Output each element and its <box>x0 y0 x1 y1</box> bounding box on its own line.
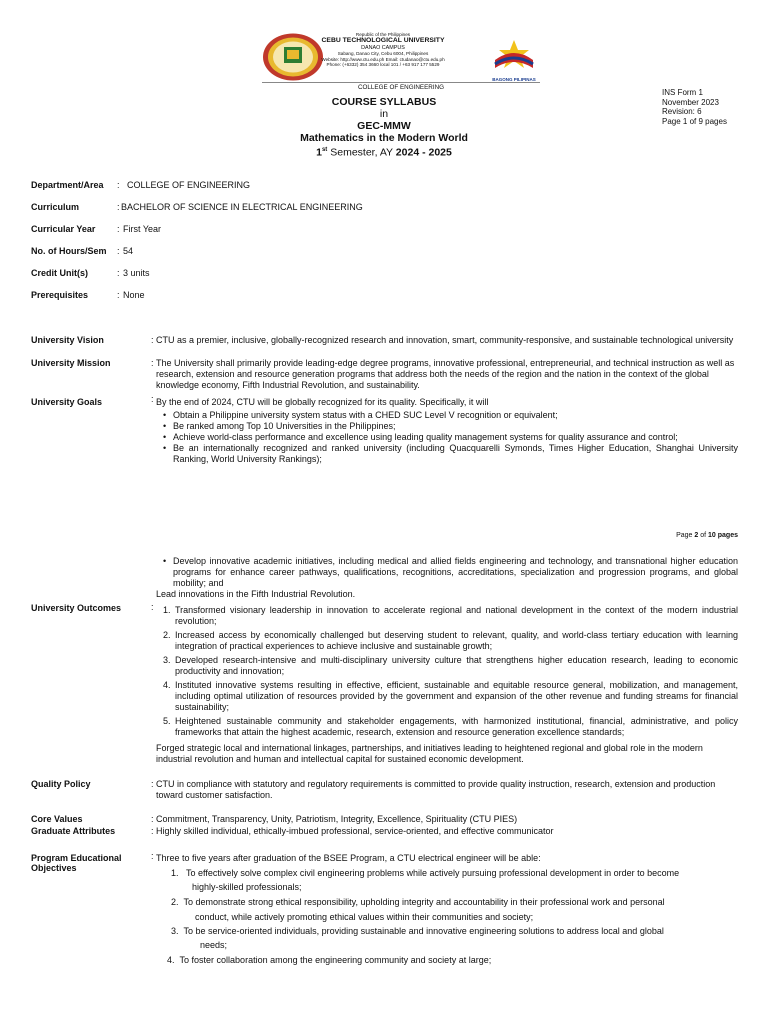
syllabus-title <box>260 96 508 159</box>
detail-sep: : <box>117 180 120 190</box>
outcomes-tail: Forged strategic local and international linkages, partnerships, and initiatives leading to heightened regional and global role in the modern industrial revolution and human and intellectual capital for sustained economic development. <box>156 743 703 764</box>
goal-item: • Be ranked among Top 10 Universities in the Philippines; <box>161 421 738 432</box>
peo-item: 3. To be service-oriented individuals, providing sustainable and innovative engineering solutions to address local and global <box>171 926 664 936</box>
goals-list <box>161 410 738 465</box>
peo-item: 2. To demonstrate strong ethical responsibility, upholding integrity and accountability in their professional work and personal <box>171 897 665 907</box>
graduate-attributes-label: Graduate Attributes <box>31 826 116 836</box>
detail-sep: : <box>117 268 120 278</box>
page-prefix: Page <box>676 532 695 539</box>
peo-intro: Three to five years after graduation of the BSEE Program, a CTU electrical engineer will be able: <box>156 853 541 863</box>
goal-item: • Obtain a Philippine university system status with a CHED SUC Level V recognition or equivalent; <box>161 410 738 421</box>
semester-line <box>260 144 508 159</box>
course-code: GEC-MMW <box>357 120 411 132</box>
outcomes-list <box>163 605 738 738</box>
detail-value: 54 <box>123 246 134 256</box>
goals-list-continued <box>161 556 738 589</box>
detail-value: COLLEGE OF ENGINEERING <box>127 180 251 190</box>
peo-item: 4. To foster collaboration among the engineering community and society at large; <box>167 955 492 965</box>
form-date: November 2023 <box>662 97 719 107</box>
page-number <box>676 532 738 539</box>
quality-label: Quality Policy <box>31 779 91 789</box>
form-code: INS Form 1 <box>662 88 703 97</box>
outcomes-label: University Outcomes <box>31 603 122 613</box>
graduate-attributes-text: Highly skilled individual, ethically-imbued professional, service-oriented, and effective communicator <box>156 826 554 836</box>
outcome-item: 3. Developed research-intensive and multi-disciplinary university culture that strengthens higher education research, leading to economic productivity and innovation; <box>163 655 738 676</box>
vision-label: University Vision <box>31 335 104 345</box>
goal-item: • Achieve world-class performance and excellence using leading quality management systems for quality assurance and control; <box>161 432 738 443</box>
university-header <box>300 32 466 67</box>
outcome-item: 1. Transformed visionary leadership in innovation to accelerate regional and national development in the context of the modern industrial revolution; <box>163 605 738 626</box>
peo-item-cont: conduct, while actively promoting ethical values within their communities and society; <box>195 912 534 922</box>
detail-label: Prerequisites <box>31 290 89 300</box>
detail-value: 3 units <box>123 268 150 278</box>
core-values-text: Commitment, Transparency, Unity, Patriotism, Integrity, Excellence, Spirituality (CTU PIES) <box>156 814 518 824</box>
mission-label: University Mission <box>31 358 111 368</box>
detail-sep: : <box>117 246 120 256</box>
form-revision: Revision: 6 <box>662 107 702 116</box>
bagong-pilipinas-logo <box>491 38 537 82</box>
detail-label: Curricular Year <box>31 224 96 234</box>
detail-sep: : <box>117 224 120 234</box>
outcome-item: 5. Heightened sustainable community and stakeholder engagements, with harmonized institutional, financial, administrative, and policy frameworks that attain the highest academic, research, extension and resource generation excellence standards; <box>163 716 738 737</box>
website-text: Website: http://www.ctu.edu.ph Email: ctudanao@ctu.edu.ph <box>321 56 445 62</box>
outcome-item: 4. Instituted innovative systems resulting in effective, efficient, sustainable and equitable resource general, mobilization, and management, including optimal utilization of resources provided by the government and expansion of the other revenue and funding streams for financial sustainability; <box>163 680 738 712</box>
core-values-label: Core Values <box>31 814 83 824</box>
address-text: Sabang, Danao City, Cebu 6004, Philippines <box>337 51 429 57</box>
course-title: Mathematics in the Modern World <box>300 132 468 144</box>
mission-text: The University shall primarily provide leading-edge degree programs, innovative professional, entrepreneurial, and technical instruction as well as research, extension and resource generation programs that address both the needs of the region and the nation in the context of the global knowledge economy, Fifth Industrial Revolution, and sustainability. <box>156 358 735 390</box>
peo-item-cont: highly-skilled professionals; <box>192 882 302 892</box>
goal-item: • Be an internationally recognized and ranked university (including Quacquarelli Symonds, Times Higher Education, Shanghai University Ranking, World University Rankings); <box>161 443 738 465</box>
phone-text: Phone: (+6332) 354 3660 local 101 / +63 917 177 5529 <box>326 62 440 68</box>
page-current: 2 <box>694 532 699 539</box>
detail-sep: : <box>117 202 120 212</box>
peo-item-cont: needs; <box>200 940 228 950</box>
detail-label: No. of Hours/Sem <box>31 246 107 256</box>
republic-text: Republic of the Philippines <box>355 32 411 37</box>
title-line-2: in <box>379 108 389 120</box>
title-line-1: COURSE SYLLABUS <box>331 96 437 108</box>
sem-num: 1 <box>316 146 322 159</box>
goals-label: University Goals <box>31 397 103 407</box>
sem-text: Semester, AY <box>327 146 396 159</box>
goals-tail: Lead innovations in the Fifth Industrial Revolution. <box>156 589 356 599</box>
detail-sep: : <box>117 290 120 300</box>
goal-item: • Develop innovative academic initiatives, including medical and allied fields engineering and technology, and transnational higher education programs for enhance career pathways, qualifications, recognitions, accreditations, specialization and progression programs, and global mobility; and <box>161 556 738 589</box>
detail-value: First Year <box>123 224 162 234</box>
form-page: Page 1 of 9 pages <box>662 116 727 126</box>
academic-year: 2024 - 2025 <box>395 146 452 159</box>
detail-value: None <box>123 290 145 300</box>
outcome-item: 2. Increased access by economically challenged but deserving student to relevant, quality, and world-class tertiary education with learning integration of practical experiences to achieve inclusive and sustainable growth; <box>163 630 738 651</box>
goals-intro: By the end of 2024, CTU will be globally recognized for its quality. Specifically, it will <box>156 397 489 407</box>
sem-sup: st <box>321 147 328 153</box>
page-mid: of <box>698 532 709 539</box>
quality-text: CTU in compliance with statutory and regulatory requirements is committed to provide quality instruction, research, extension and production toward customer satisfaction. <box>156 779 716 800</box>
detail-label: Department/Area <box>31 180 104 190</box>
form-info <box>662 88 727 126</box>
peo-label: Program Educational Objectives <box>31 853 122 873</box>
vision-text: CTU as a premier, inclusive, globally-recognized research and innovation, smart, community-responsive, and sustainable technological university <box>156 335 734 345</box>
detail-label: Curriculum <box>31 202 80 212</box>
peo-item: 1. To effectively solve complex civil engineering problems while actively pursuing professional development in order to become <box>171 868 680 878</box>
bagong-pilipinas-text: BAGONG PILIPINAS <box>492 77 536 82</box>
page-total: 10 pages <box>708 532 738 539</box>
university-name: CEBU TECHNOLOGICAL UNIVERSITY <box>321 37 445 45</box>
college-name: COLLEGE OF ENGINEERING <box>262 82 540 91</box>
detail-value: BACHELOR OF SCIENCE IN ELECTRICAL ENGINEERING <box>121 202 363 212</box>
campus-name: DANAO CAMPUS <box>361 45 405 51</box>
detail-label: Credit Unit(s) <box>31 268 88 278</box>
